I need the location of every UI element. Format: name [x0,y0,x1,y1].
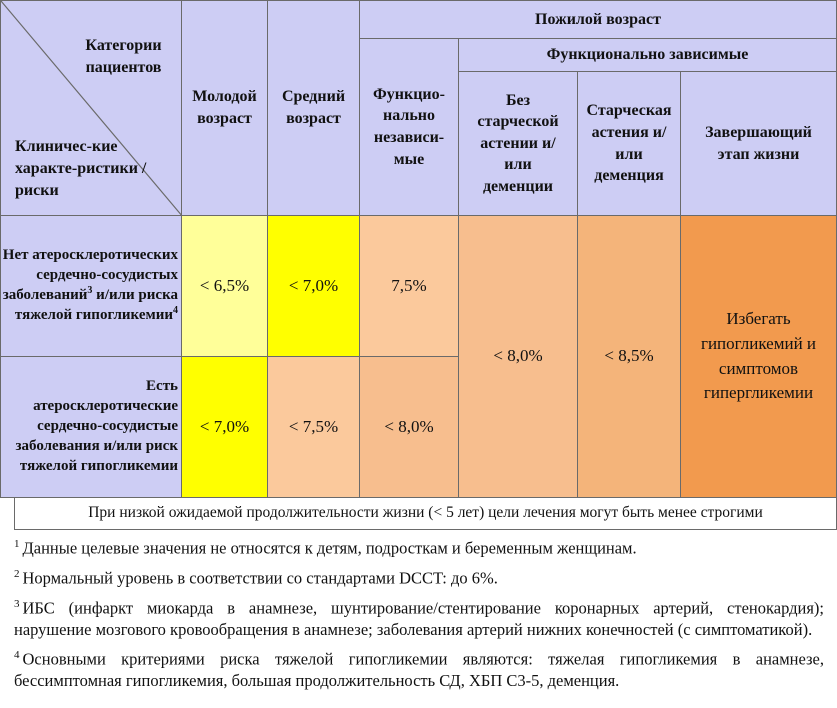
row1-func-independent-value: 7,5% [359,215,459,357]
row1-middle-value: < 7,0% [267,215,360,357]
life-expectancy-footnote-row: При низкой ожидаемой продолжительности жизни (< 5 лет) цели лечения могут быть менее строгими [14,497,837,530]
no-frailty-header: Без старческой астении и/или деменции [458,71,578,216]
row-ascvd-label: Есть атеросклеротические сердечно-сосудистые заболевания и/или риск тяжелой гипогликемии [0,356,182,498]
footnote-1: $^1$ Данные целевые значения не относятся к детям, подросткам и беременным женщинам. [14,538,637,558]
row-no-ascvd-label: Нет атеросклеротических сердечно-сосудистых заболеваний$^3$ и/или риска тяжелой гипогликемии$^4$ [0,215,182,357]
footnote-4: $^4$ Основными критериями риска тяжелой гипогликемии являются: тяжелая гипогликемия в анамнезе, бессимптомная гипогликемия, большая продолжительность СД, ХБП С3-5, деменция. [14,649,824,691]
footnotes [14,537,824,700]
elderly-age-header: Пожилой возраст [359,0,837,39]
patient-categories-label: Категории пациентов [85,37,162,76]
footnote-3: $^3$ ИБС (инфаркт миокарда в анамнезе, шунтирование/стентирование коронарных артерий, стенокардия); нарушение мозгового кровообращения в анамнезе; заболевания артерий нижних конечностей (с симптоматикой). [14,597,824,639]
frailty-merged-value: < 8,5% [577,215,681,498]
row1-young-value: < 6,5% [181,215,268,357]
no-frailty-merged-value: < 8,0% [458,215,578,498]
middle-age-header: Средний возраст [267,0,360,216]
row2-young-value: < 7,0% [181,356,268,498]
end-of-life-header: Завершающий этап жизни [680,71,837,216]
end-of-life-merged-value: Избегать гипогликемий и симптомов гипергликемии [680,215,837,498]
row2-func-independent-value: < 8,0% [359,356,459,498]
corner-header-cell [0,0,182,216]
footnote-2: $^2$ Нормальный уровень в соответствии со стандартами DCCT: до 6%. [14,567,498,588]
frailty-header: Старческая астения и/или деменция [577,71,681,216]
clinical-characteristics-label: Клиничес-кие характе-ристики / риски [15,138,147,200]
row2-middle-value: < 7,5% [267,356,360,498]
functionally-dependent-header: Функционально зависимые [458,38,837,72]
young-age-header: Молодой возраст [181,0,268,216]
functionally-independent-header: Функцио-нально независи-мые [359,38,459,216]
